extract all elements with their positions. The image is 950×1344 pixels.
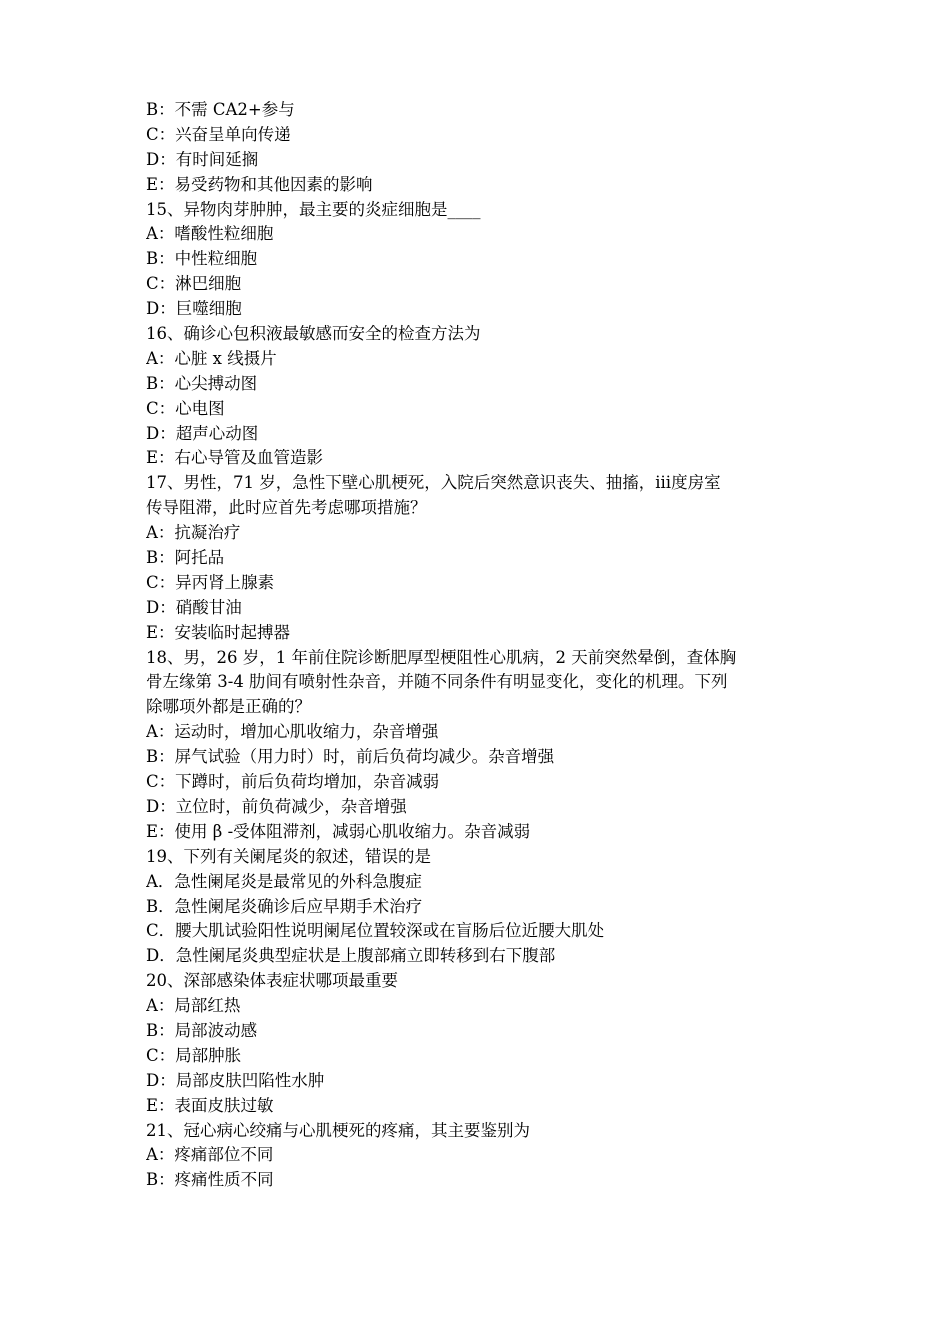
- option-c-line: C：局部肿胀: [146, 1045, 242, 1065]
- option-d-line: D：超声心动图: [146, 423, 259, 443]
- question-21: 21、冠心病心绞痛与心肌梗死的疼痛，其主要鉴别为: [146, 1120, 530, 1140]
- option-d-line: D：硝酸甘油: [146, 597, 242, 617]
- question-17-continued: 传导阻滞，此时应首先考虑哪项措施？: [146, 498, 427, 518]
- option-e-line: E：安装临时起搏器: [146, 622, 291, 642]
- question-18: 18、男，26 岁，1 年前住院诊断肥厚型梗阻性心肌病，2 天前突然晕倒，查体胸: [146, 647, 737, 667]
- option-c-line: C．腰大肌试验阳性说明阑尾位置较深或在盲肠后位近腰大肌处: [146, 921, 605, 941]
- option-a-line: A：运动时，增加心肌收缩力，杂音增强: [146, 722, 439, 742]
- option-a-line: A：抗凝治疗: [146, 523, 241, 543]
- option-b-line: B．急性阑尾炎确诊后应早期手术治疗: [146, 896, 423, 916]
- option-e-line: E：右心导管及血管造影: [146, 448, 324, 468]
- question-19: 19、下列有关阑尾炎的叙述，错误的是: [146, 846, 431, 866]
- question-17: 17、男性，71 岁，急性下壁心肌梗死，入院后突然意识丧失、抽搐，iii度房室: [146, 473, 721, 493]
- option-d-line: D：巨噬细胞: [146, 299, 242, 319]
- option-c-line: C：心电图: [146, 398, 225, 418]
- option-c-line: C：异丙肾上腺素: [146, 572, 275, 592]
- option-c-line: C：淋巴细胞: [146, 274, 242, 294]
- option-a-line: A．急性阑尾炎是最常见的外科急腹症: [146, 871, 422, 891]
- option-b-line: B：局部波动感: [146, 1020, 258, 1040]
- option-b-line: B：不需 CA2+参与: [146, 100, 295, 119]
- option-c-line: C：下蹲时，前后负荷均增加，杂音减弱: [146, 772, 440, 792]
- option-d-line: D．急性阑尾炎典型症状是上腹部痛立即转移到右下腹部: [146, 946, 556, 966]
- option-e-line: E：使用 β -受体阻滞剂，减弱心肌收缩力。杂音减弱: [146, 821, 531, 841]
- option-d-line: D：局部皮肤凹陷性水肿: [146, 1070, 325, 1090]
- option-e-line: E：表面皮肤过敏: [146, 1095, 274, 1115]
- option-b-line: B：疼痛性质不同: [146, 1170, 274, 1190]
- option-e-line: E：易受药物和其他因素的影响: [146, 174, 373, 194]
- option-b-line: B：屏气试验（用力时）时，前后负荷均减少。杂音增强: [146, 747, 555, 767]
- document-body: [146, 98, 816, 1193]
- option-a-line: A：局部红热: [146, 996, 241, 1016]
- question-18-continued: 骨左缘第 3-4 肋间有喷射性杂音，并随不同条件有明显变化，变化的机理。下列: [146, 672, 728, 692]
- option-b-line: B：心尖搏动图: [146, 373, 258, 393]
- option-a-line: A：疼痛部位不同: [146, 1145, 274, 1165]
- question-18-continued: 除哪项外都是正确的？: [146, 697, 311, 717]
- option-b-line: B：阿托品: [146, 548, 225, 568]
- option-d-line: D：有时间延搁: [146, 149, 259, 169]
- question-15: 15、异物肉芽肿肿，最主要的炎症细胞是____: [146, 199, 481, 219]
- option-a-line: A：心脏 x 线摄片: [146, 348, 277, 368]
- option-d-line: D：立位时，前负荷减少，杂音增强: [146, 796, 407, 816]
- option-b-line: B：中性粒细胞: [146, 249, 258, 269]
- question-16: 16、确诊心包积液最敏感而安全的检查方法为: [146, 324, 481, 344]
- option-c-line: C：兴奋呈单向传递: [146, 124, 291, 144]
- question-20: 20、深部感染体表症状哪项最重要: [146, 971, 398, 991]
- option-a-line: A：嗜酸性粒细胞: [146, 224, 274, 244]
